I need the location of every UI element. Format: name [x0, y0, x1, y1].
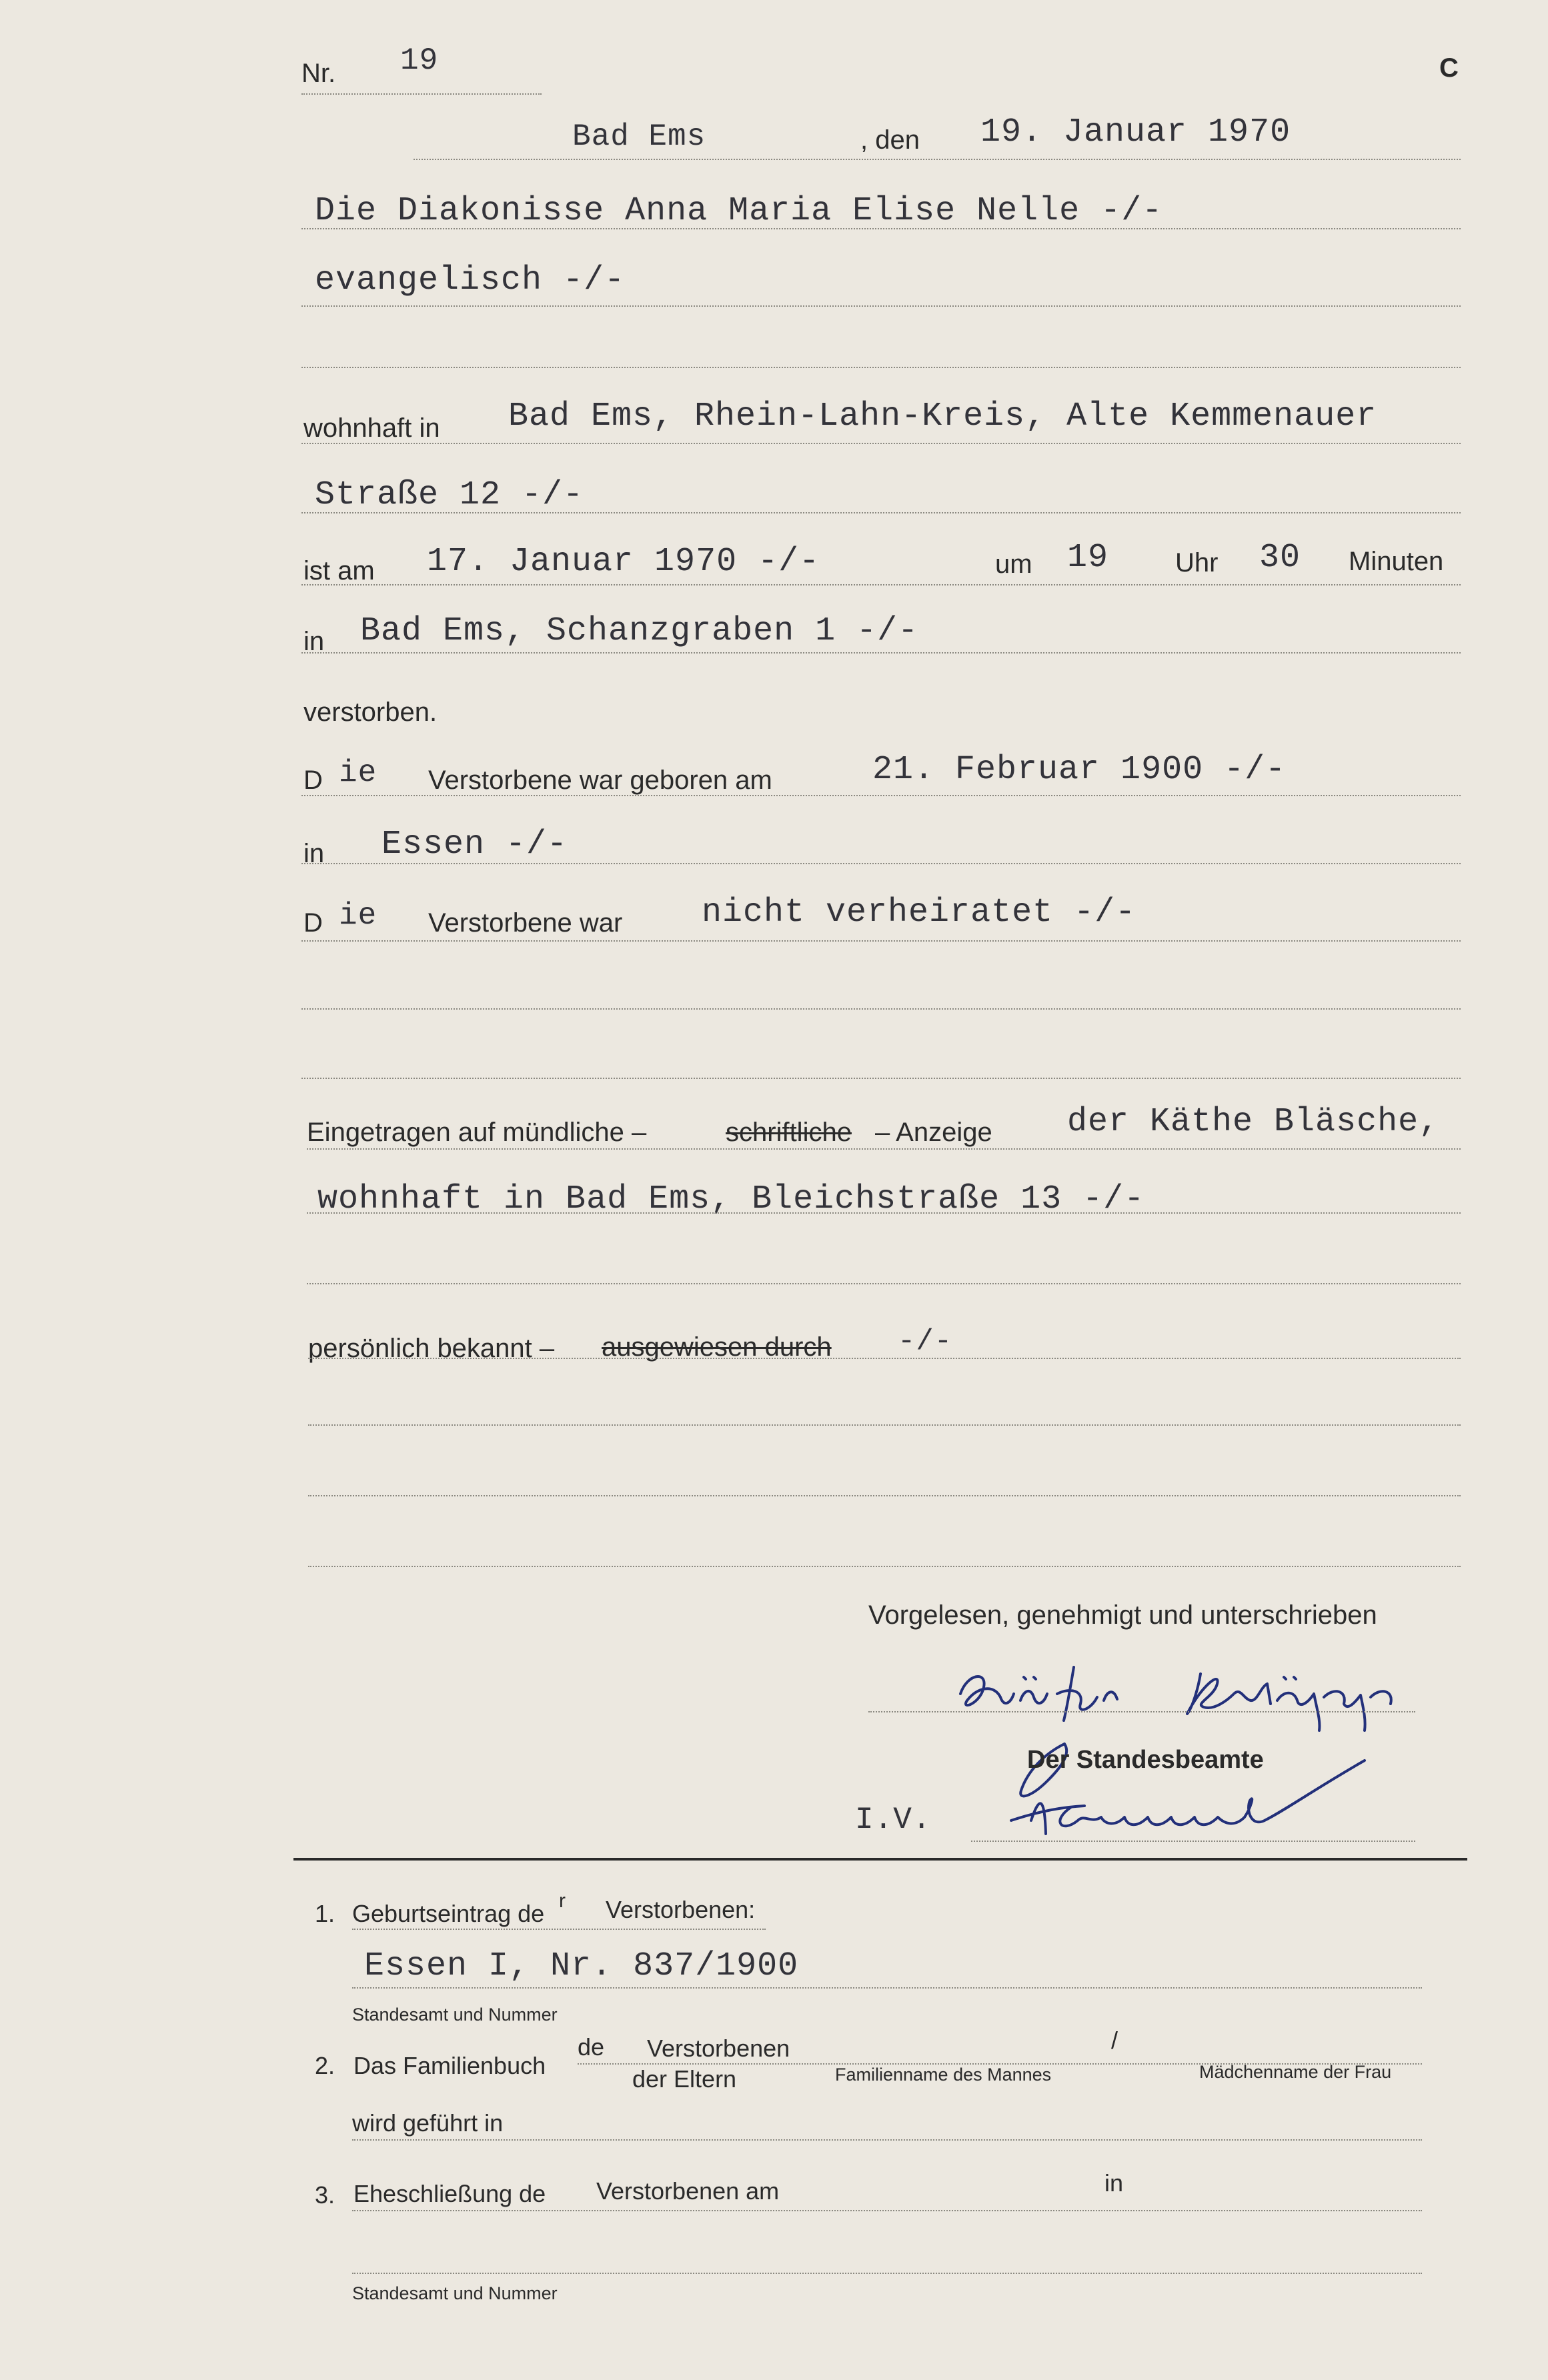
birth-article: ie — [339, 756, 377, 790]
birth-place-line — [301, 863, 1461, 864]
residence-line-1: Bad Ems, Rhein-Lahn-Kreis, Alte Kemmenauer — [508, 397, 1377, 435]
section-divider — [293, 1858, 1467, 1861]
marital-label: Verstorbene war — [428, 908, 623, 938]
death-in-label: in — [303, 627, 325, 656]
reporter-signature — [947, 1647, 1447, 1734]
uhr-label: Uhr — [1175, 548, 1219, 577]
blank-line-1 — [301, 367, 1461, 368]
birth-place: Essen -/- — [381, 826, 568, 864]
anzeige-label: – Anzeige — [875, 1118, 992, 1147]
marital-article: ie — [339, 898, 377, 933]
death-time-line — [301, 584, 1461, 585]
header-line — [414, 159, 1461, 160]
der-eltern-label: der Eltern — [632, 2065, 737, 2093]
religion: evangelisch -/- — [315, 261, 626, 299]
den-label: , den — [860, 125, 920, 155]
maedchenname-caption: Mädchenname der Frau — [1199, 2062, 1392, 2082]
minuten-label: Minuten — [1349, 547, 1444, 576]
eingetragen-label: Eingetragen auf mündliche – — [307, 1118, 647, 1147]
residence-line — [301, 443, 1461, 444]
eheschliessung-in: in — [1104, 2169, 1124, 2197]
bekannt-value: -/- — [898, 1325, 953, 1358]
standesamt-nummer-caption: Standesamt und Nummer — [352, 2005, 558, 2025]
verstorbenen-label: Verstorbenen: — [606, 1896, 756, 1923]
geburtseintrag-r: r — [559, 1890, 566, 1912]
name-line — [301, 228, 1461, 229]
bekannt-label: persönlich bekannt – — [308, 1334, 555, 1363]
reporter-line — [307, 1148, 1461, 1150]
residence-line2 — [301, 512, 1461, 513]
ist-am-label: ist am — [303, 556, 375, 585]
eheschliessung-label: Eheschließung de — [353, 2180, 546, 2207]
birth-in-label: in — [303, 839, 325, 868]
signature-line-1 — [868, 1711, 1415, 1712]
wohnhaft-label: wohnhaft in — [303, 413, 440, 443]
geburtseintrag-value-line — [352, 1987, 1422, 1989]
standesbeamte-label: Der Standesbeamte — [1027, 1746, 1264, 1774]
geburtseintrag-label: Geburtseintrag de — [352, 1900, 545, 1927]
bekannt-line — [308, 1358, 1461, 1359]
reporter-address: wohnhaft in Bad Ems, Bleichstraße 13 -/- — [317, 1180, 1145, 1218]
nr-line — [301, 93, 542, 95]
familienname-slash: / — [1111, 2027, 1118, 2054]
familienname-caption: Familienname des Mannes — [835, 2065, 1052, 2085]
verstorben-text: verstorben. — [303, 698, 438, 727]
gefuehrt-label: wird geführt in — [352, 2109, 504, 2137]
marital-d-label: D — [303, 908, 323, 938]
religion-line — [301, 305, 1461, 307]
blank-line-7 — [308, 1566, 1461, 1567]
registry-date: 19. Januar 1970 — [980, 113, 1291, 151]
familienbuch-de: de — [578, 2033, 605, 2061]
reporter-name: der Käthe Bläsche, — [1067, 1103, 1440, 1141]
death-place: Bad Ems, Schanzgraben 1 -/- — [360, 612, 919, 650]
blank-line-2 — [301, 1008, 1461, 1010]
geburtseintrag-value: Essen I, Nr. 837/1900 — [364, 1947, 799, 1985]
registry-place: Bad Ems — [572, 119, 706, 154]
blank-line-4 — [307, 1283, 1461, 1284]
eheschliessung-line — [352, 2210, 1422, 2211]
um-label: um — [995, 549, 1032, 579]
eheschliessung-verstorbenen: Verstorbenen am — [596, 2177, 780, 2205]
death-place-line — [301, 652, 1461, 654]
note-2-number: 2. — [315, 2052, 335, 2079]
eheschliessung-value-line — [352, 2273, 1422, 2274]
struck-ausgewiesen: ausgewiesen durch — [602, 1332, 832, 1362]
reporter-address-line — [307, 1212, 1461, 1214]
familienbuch-verstorbenen: Verstorbenen — [647, 2035, 790, 2062]
marital-status: nicht verheiratet -/- — [702, 894, 1136, 932]
birth-label: Verstorbene war geboren am — [428, 766, 772, 795]
birth-d-label: D — [303, 766, 323, 795]
birth-date: 21. Februar 1900 -/- — [872, 751, 1287, 789]
familienbuch-label: Das Familienbuch — [353, 2052, 546, 2079]
death-hour: 19 — [1067, 539, 1109, 577]
marital-line — [301, 940, 1461, 942]
residence-line-2: Straße 12 -/- — [315, 476, 584, 514]
vorgelesen-text: Vorgelesen, genehmigt und unterschrieben — [868, 1600, 1377, 1630]
standesamt-nummer-caption-2: Standesamt und Nummer — [352, 2283, 558, 2303]
death-minute: 30 — [1259, 539, 1301, 577]
note-1-number: 1. — [315, 1900, 335, 1927]
signature-line-2 — [971, 1841, 1415, 1842]
death-date: 17. Januar 1970 -/- — [427, 543, 820, 581]
blank-line-3 — [301, 1078, 1461, 1079]
blank-line-5 — [308, 1424, 1461, 1426]
record-number: 19 — [400, 43, 439, 78]
gefuehrt-line — [352, 2139, 1422, 2141]
volume-letter: C — [1439, 53, 1459, 83]
note-3-number: 3. — [315, 2181, 335, 2209]
nr-label: Nr. — [301, 59, 336, 88]
birth-date-line — [301, 795, 1461, 796]
deceased-name: Die Diakonisse Anna Maria Elise Nelle -/- — [315, 192, 1163, 230]
geburtseintrag-line — [352, 1929, 766, 1930]
struck-schriftliche: schriftliche — [726, 1118, 852, 1147]
blank-line-6 — [308, 1495, 1461, 1496]
iv-label: I.V. — [855, 1803, 932, 1837]
